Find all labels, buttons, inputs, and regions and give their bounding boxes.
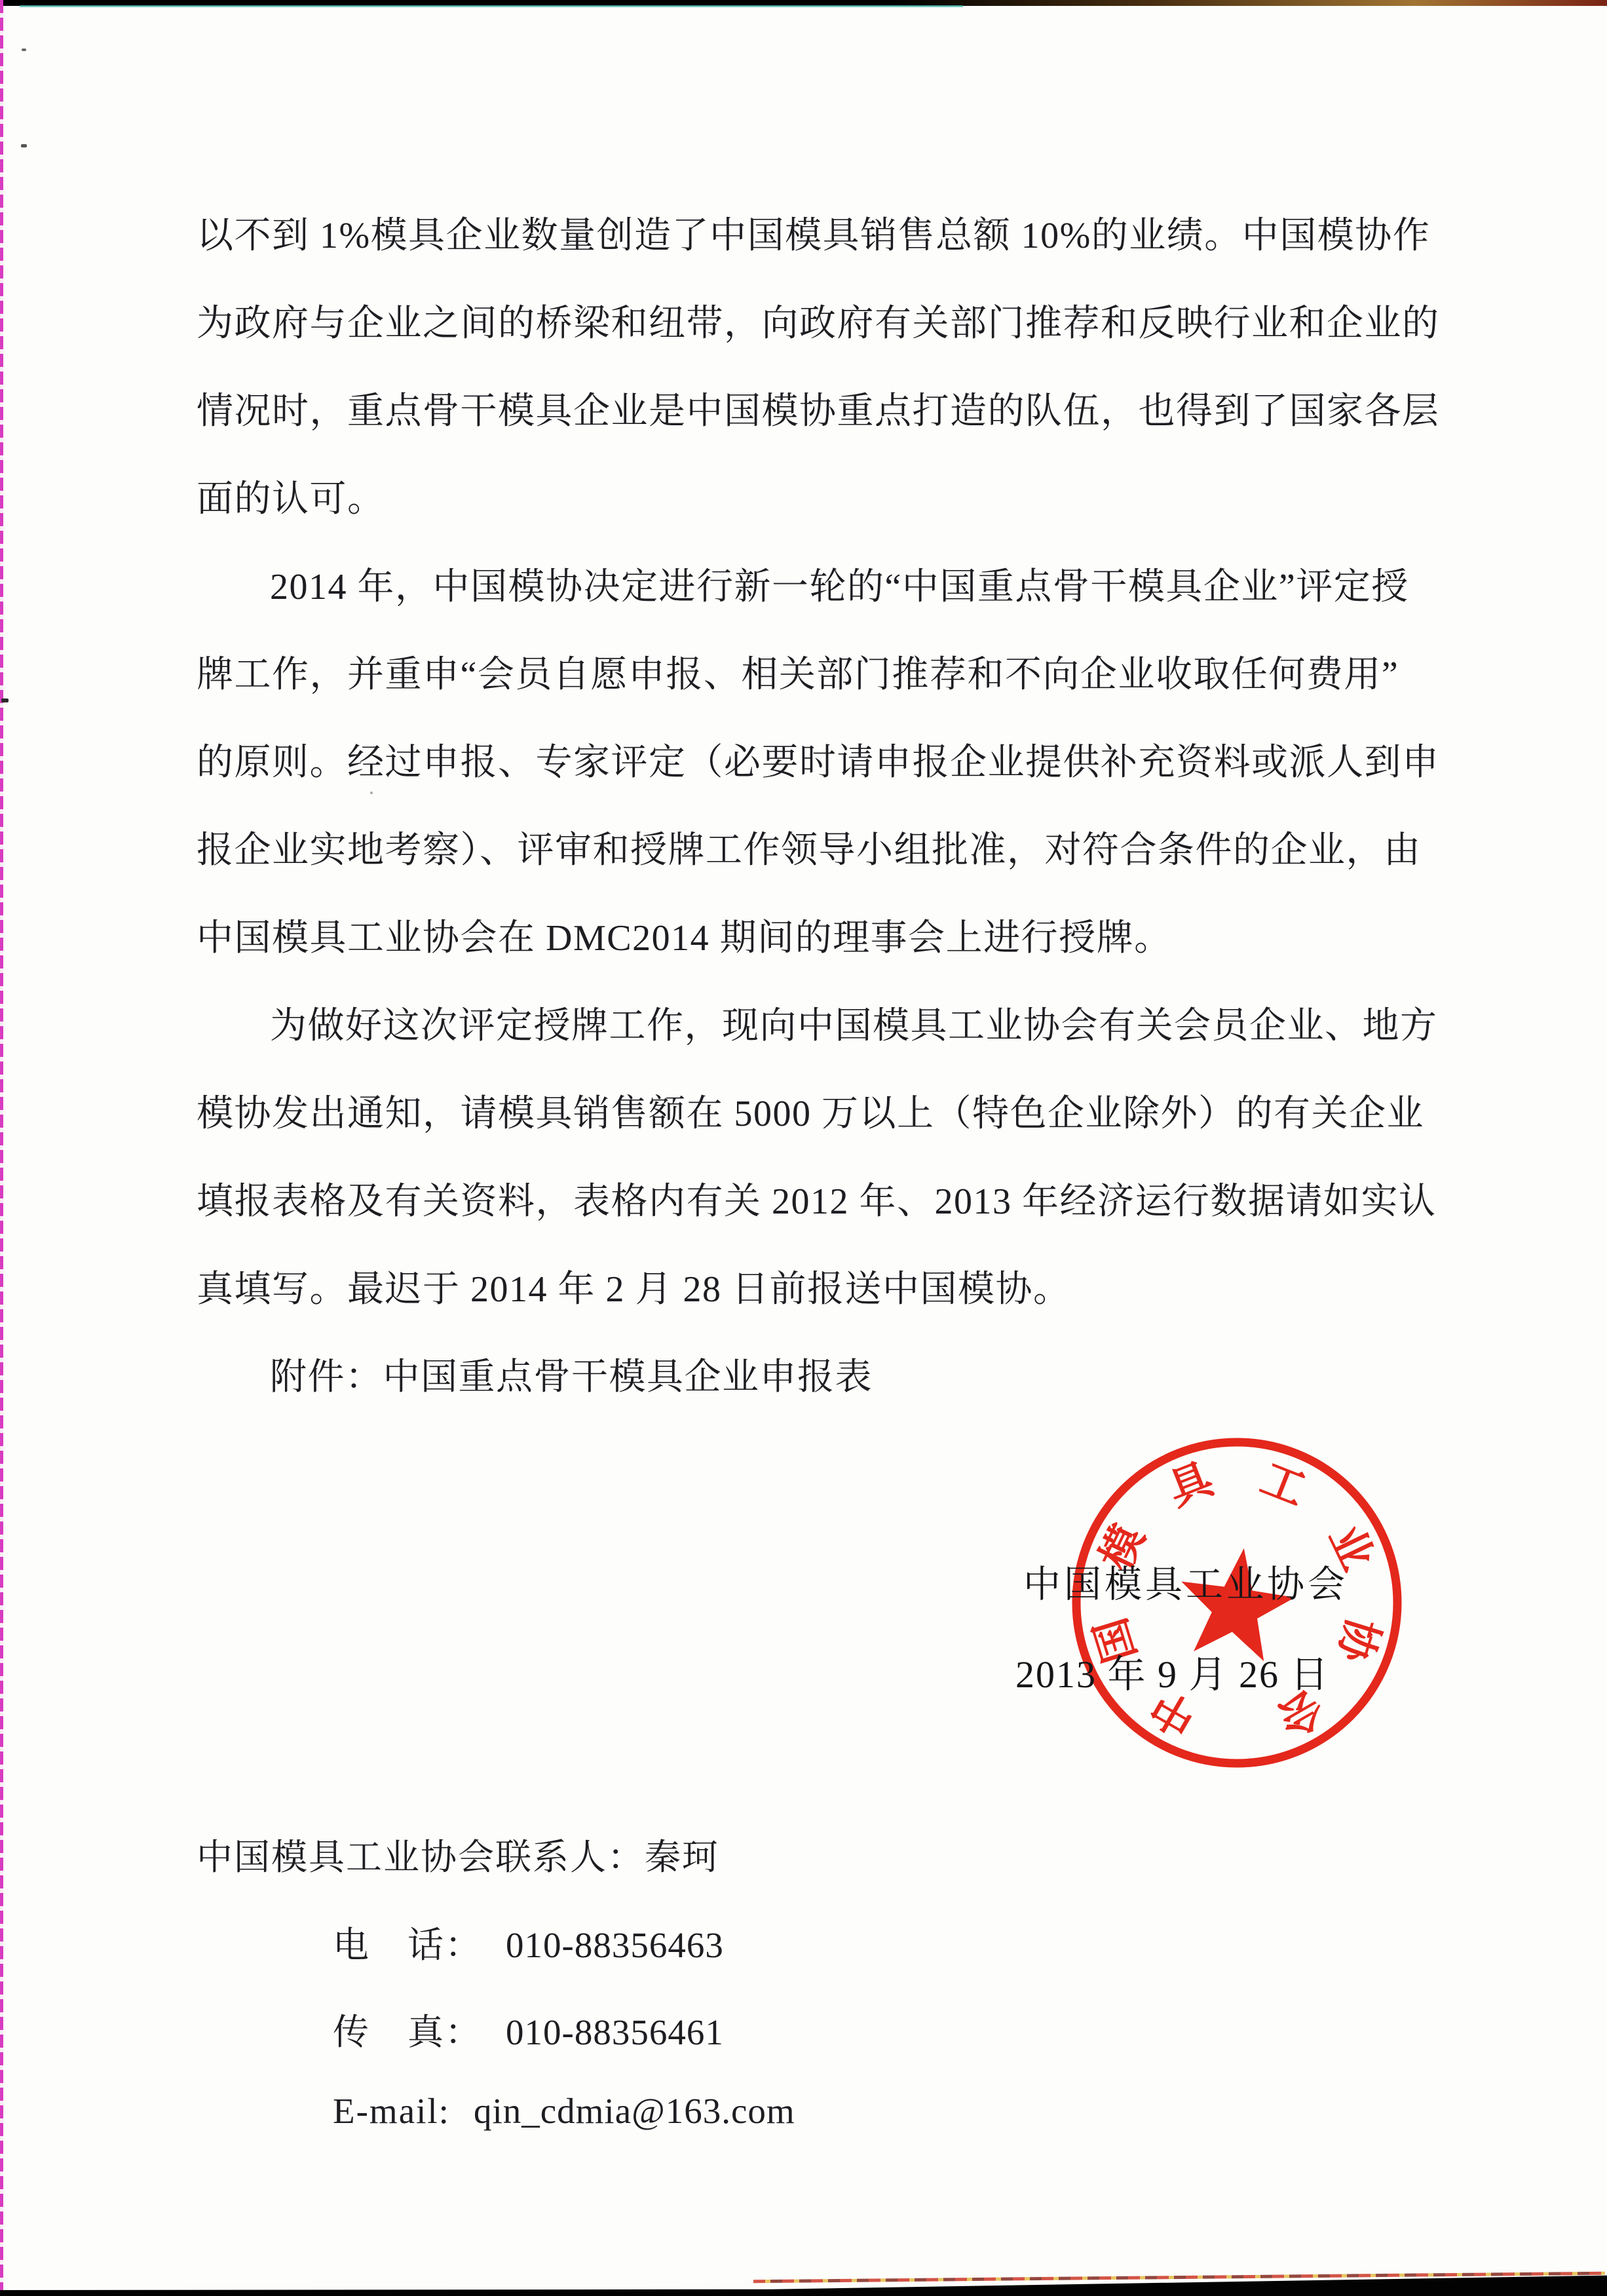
- body-line: 牌工作，并重申“会员自愿申报、相关部门推荐和不向企业收取任何费用”: [197, 655, 1399, 695]
- seal-ring-char: 工: [1254, 1455, 1312, 1516]
- body-line: 2014 年，中国模协决定进行新一轮的“中国重点骨干模具企业”评定授: [270, 567, 1409, 607]
- scan-speck: [21, 144, 27, 147]
- body-line: 为做好这次评定授牌工作，现向中国模具工业协会有关会员企业、地方: [270, 1006, 1438, 1046]
- seal-ring-char: 业: [1319, 1518, 1382, 1578]
- signature-date: 2013 年 9 月 26 日: [1015, 1653, 1330, 1696]
- body-line: 模协发出通知，请模具销售额在 5000 万以上（特色企业除外）的有关企业: [197, 1094, 1424, 1134]
- seal-ring-char: 具: [1162, 1455, 1220, 1516]
- body-line: 附件：中国重点骨干模具企业申报表: [270, 1357, 873, 1398]
- body-line: 中国模具工业协会在 DMC2014 期间的理事会上进行授牌。: [197, 918, 1172, 959]
- contact-person-line: 中国模具工业协会联系人：秦珂: [197, 1837, 720, 1877]
- seal-ring-char: 会: [1269, 1680, 1331, 1744]
- phone-number: 010-88356463: [506, 1925, 724, 1965]
- signature-organization: 中国模具工业协会: [1023, 1564, 1348, 1605]
- phone-row: [333, 1916, 724, 1968]
- scan-artifact-left-dashed-line: [0, 0, 3, 2296]
- scan-artifact-teal-line: [20, 5, 963, 7]
- body-line: 的原则。经过申报、专家评定（必要时请申报企业提供补充资料或派人到申: [197, 742, 1440, 783]
- email-address: qin_cdmia@163.com: [473, 2091, 795, 2131]
- scan-artifact-bottom-edge: [0, 2275, 1607, 2296]
- seal-ring-char: 中: [1143, 1680, 1205, 1744]
- email-row: [333, 2090, 795, 2132]
- scan-speck: [22, 48, 26, 51]
- body-line: 为政府与企业之间的桥梁和纽带，向政府有关部门推荐和反映行业和企业的: [197, 303, 1440, 344]
- body-line: 报企业实地考察）、评审和授牌工作领导小组批准，对符合条件的企业，由: [197, 830, 1422, 871]
- body-line: 以不到 1%模具企业数量创造了中国模具销售总额 10%的业绩。中国模协作: [197, 216, 1431, 256]
- phone-label: 电 话：: [333, 1925, 483, 1965]
- body-line: 面的认可。: [197, 479, 385, 520]
- email-label: E-mail:: [333, 2091, 450, 2131]
- fax-number: 010-88356461: [506, 2012, 724, 2052]
- fax-label: 传 真：: [333, 2012, 483, 2052]
- scan-speck: [1, 698, 9, 702]
- seal-ring-char: 模: [1091, 1518, 1154, 1578]
- scan-speck: [370, 792, 373, 794]
- body-line: 情况时，重点骨干模具企业是中国模协重点打造的队伍，也得到了国家各层: [197, 391, 1440, 432]
- body-line: 填报表格及有关资料，表格内有关 2012 年、2013 年经济运行数据请如实认: [197, 1181, 1437, 1222]
- seal-ring-char: 协: [1328, 1612, 1387, 1668]
- seal-ring-char: 国: [1087, 1612, 1146, 1668]
- body-line: 真填写。最迟于 2014 年 2 月 28 日前报送中国模协。: [197, 1269, 1071, 1310]
- body-text: [197, 192, 1448, 1421]
- fax-row: [333, 2003, 724, 2055]
